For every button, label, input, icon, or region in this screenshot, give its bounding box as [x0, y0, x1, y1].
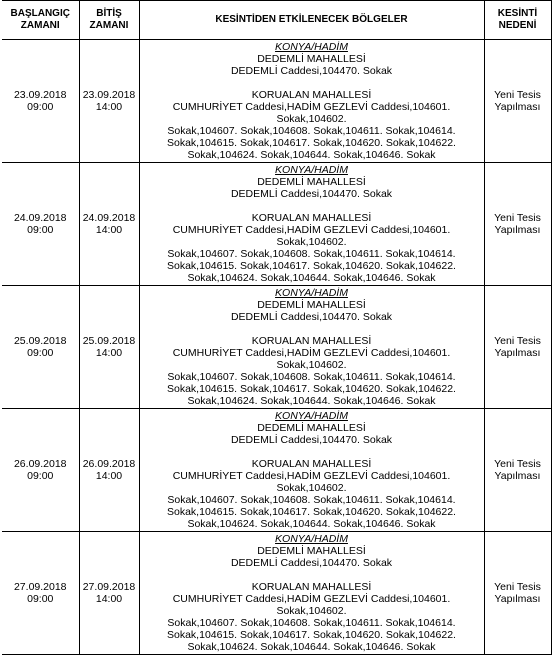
neighborhood-name: KORUALAN MAHALLESİ — [251, 89, 372, 101]
end-date: 25.09.2018 — [82, 335, 136, 347]
street-list-line: Sokak,104615. Sokak,104617. Sokak,104620. Sokak,104622. — [167, 137, 456, 149]
neighborhood-name: DEDEMLİ MAHALLESİ — [257, 53, 366, 65]
spacer — [142, 569, 482, 581]
regions-cell — [139, 163, 484, 286]
neighborhood-name: KORUALAN MAHALLESİ — [251, 581, 372, 593]
reason-cell — [484, 409, 551, 532]
spacer — [142, 323, 482, 335]
street-list-line: CUMHURİYET Caddesi,HADİM GEZLEVİ Caddesi,104601. Sokak,104602. — [172, 593, 451, 617]
street-list-line: CUMHURİYET Caddesi,HADİM GEZLEVİ Caddesi,104601. Sokak,104602. — [172, 347, 451, 371]
reason-cell — [484, 286, 551, 409]
district-name: KONYA/HADİM — [275, 287, 348, 299]
spacer — [142, 77, 482, 89]
street-list-line: Sokak,104607. Sokak,104608. Sokak,104611. Sokak,104614. — [167, 125, 456, 137]
spacer — [142, 446, 482, 458]
district-name: KONYA/HADİM — [275, 164, 348, 176]
header-start-time: BAŞLANGIÇ ZAMANI — [2, 1, 79, 40]
start-time: 09:00 — [27, 470, 54, 482]
reason-text: Yeni Tesis — [494, 212, 541, 224]
reason-text: Yapılması — [494, 470, 541, 482]
end-date: 26.09.2018 — [82, 458, 136, 470]
reason-text: Yapılması — [494, 224, 541, 236]
start-cell — [2, 532, 79, 655]
neighborhood-name: KORUALAN MAHALLESİ — [251, 458, 372, 470]
table-body — [2, 40, 551, 655]
district-name: KONYA/HADİM — [275, 41, 348, 53]
end-cell — [79, 532, 139, 655]
start-cell — [2, 163, 79, 286]
street-list-line: Sokak,104607. Sokak,104608. Sokak,104611. Sokak,104614. — [167, 248, 456, 260]
street-list-line: CUMHURİYET Caddesi,HADİM GEZLEVİ Caddesi,104601. Sokak,104602. — [172, 224, 451, 248]
table-row — [2, 532, 551, 655]
neighborhood-name: DEDEMLİ MAHALLESİ — [257, 422, 366, 434]
end-time: 14:00 — [95, 347, 123, 359]
start-cell — [2, 40, 79, 163]
start-time: 09:00 — [27, 347, 54, 359]
street-list-line: Sokak,104615. Sokak,104617. Sokak,104620. Sokak,104622. — [167, 506, 456, 518]
street-list-line: Sokak,104607. Sokak,104608. Sokak,104611. Sokak,104614. — [167, 617, 456, 629]
reason-text: Yeni Tesis — [494, 458, 541, 470]
street-list-line: CUMHURİYET Caddesi,HADİM GEZLEVİ Caddesi,104601. Sokak,104602. — [172, 470, 451, 494]
reason-text: Yeni Tesis — [494, 89, 541, 101]
end-time: 14:00 — [95, 224, 123, 236]
start-date: 25.09.2018 — [13, 335, 67, 347]
start-date: 23.09.2018 — [13, 89, 67, 101]
street-list-line: CUMHURİYET Caddesi,HADİM GEZLEVİ Caddesi,104601. Sokak,104602. — [172, 101, 451, 125]
reason-text: Yeni Tesis — [494, 335, 541, 347]
header-outage-reason: KESİNTİ NEDENİ — [484, 1, 551, 40]
start-time: 09:00 — [27, 224, 54, 236]
header-end-time: BİTİŞ ZAMANI — [79, 1, 139, 40]
reason-text: Yapılması — [494, 347, 541, 359]
street-list-line: Sokak,104615. Sokak,104617. Sokak,104620. Sokak,104622. — [167, 629, 456, 641]
end-time: 14:00 — [95, 593, 123, 605]
table-row — [2, 286, 551, 409]
start-date: 27.09.2018 — [13, 581, 67, 593]
reason-text: Yeni Tesis — [494, 581, 541, 593]
neighborhood-name: KORUALAN MAHALLESİ — [251, 212, 372, 224]
reason-text: Yapılması — [494, 101, 541, 113]
end-time: 14:00 — [95, 470, 123, 482]
district-name: KONYA/HADİM — [275, 410, 348, 422]
reason-text: Yapılması — [494, 593, 541, 605]
outage-table — [2, 0, 552, 655]
street-list: DEDEMLİ Caddesi,104470. Sokak — [230, 434, 393, 446]
regions-cell — [139, 40, 484, 163]
street-list-line: Sokak,104624. Sokak,104644. Sokak,104646. Sokak — [187, 395, 436, 407]
district-name: KONYA/HADİM — [275, 533, 348, 545]
start-cell — [2, 409, 79, 532]
end-date: 23.09.2018 — [82, 89, 136, 101]
reason-cell — [484, 532, 551, 655]
neighborhood-name: DEDEMLİ MAHALLESİ — [257, 176, 366, 188]
table-row — [2, 40, 551, 163]
neighborhood-name: KORUALAN MAHALLESİ — [251, 335, 372, 347]
street-list-line: Sokak,104624. Sokak,104644. Sokak,104646. Sokak — [187, 272, 436, 284]
street-list: DEDEMLİ Caddesi,104470. Sokak — [230, 65, 393, 77]
start-date: 24.09.2018 — [13, 212, 67, 224]
end-cell — [79, 40, 139, 163]
street-list-line: Sokak,104624. Sokak,104644. Sokak,104646. Sokak — [187, 518, 436, 530]
street-list: DEDEMLİ Caddesi,104470. Sokak — [230, 311, 393, 323]
start-time: 09:00 — [27, 101, 54, 113]
reason-cell — [484, 40, 551, 163]
table-row — [2, 163, 551, 286]
street-list: DEDEMLİ Caddesi,104470. Sokak — [230, 188, 393, 200]
table-row — [2, 409, 551, 532]
reason-cell — [484, 163, 551, 286]
spacer — [142, 200, 482, 212]
street-list-line: Sokak,104624. Sokak,104644. Sokak,104646. Sokak — [187, 149, 436, 161]
end-cell — [79, 409, 139, 532]
header-affected-regions: KESİNTİDEN ETKİLENECEK BÖLGELER — [139, 1, 484, 40]
regions-cell — [139, 286, 484, 409]
street-list-line: Sokak,104615. Sokak,104617. Sokak,104620. Sokak,104622. — [167, 383, 456, 395]
end-time: 14:00 — [95, 101, 123, 113]
street-list-line: Sokak,104615. Sokak,104617. Sokak,104620. Sokak,104622. — [167, 260, 456, 272]
street-list-line: Sokak,104607. Sokak,104608. Sokak,104611. Sokak,104614. — [167, 494, 456, 506]
street-list: DEDEMLİ Caddesi,104470. Sokak — [230, 557, 393, 569]
start-time: 09:00 — [27, 593, 54, 605]
start-date: 26.09.2018 — [13, 458, 67, 470]
end-date: 27.09.2018 — [82, 581, 136, 593]
end-cell — [79, 286, 139, 409]
street-list-line: Sokak,104624. Sokak,104644. Sokak,104646. Sokak — [187, 641, 436, 653]
end-cell — [79, 163, 139, 286]
regions-cell — [139, 409, 484, 532]
start-cell — [2, 286, 79, 409]
header-row — [2, 1, 551, 40]
regions-cell — [139, 532, 484, 655]
end-date: 24.09.2018 — [82, 212, 136, 224]
neighborhood-name: DEDEMLİ MAHALLESİ — [257, 545, 366, 557]
neighborhood-name: DEDEMLİ MAHALLESİ — [257, 299, 366, 311]
street-list-line: Sokak,104607. Sokak,104608. Sokak,104611. Sokak,104614. — [167, 371, 456, 383]
